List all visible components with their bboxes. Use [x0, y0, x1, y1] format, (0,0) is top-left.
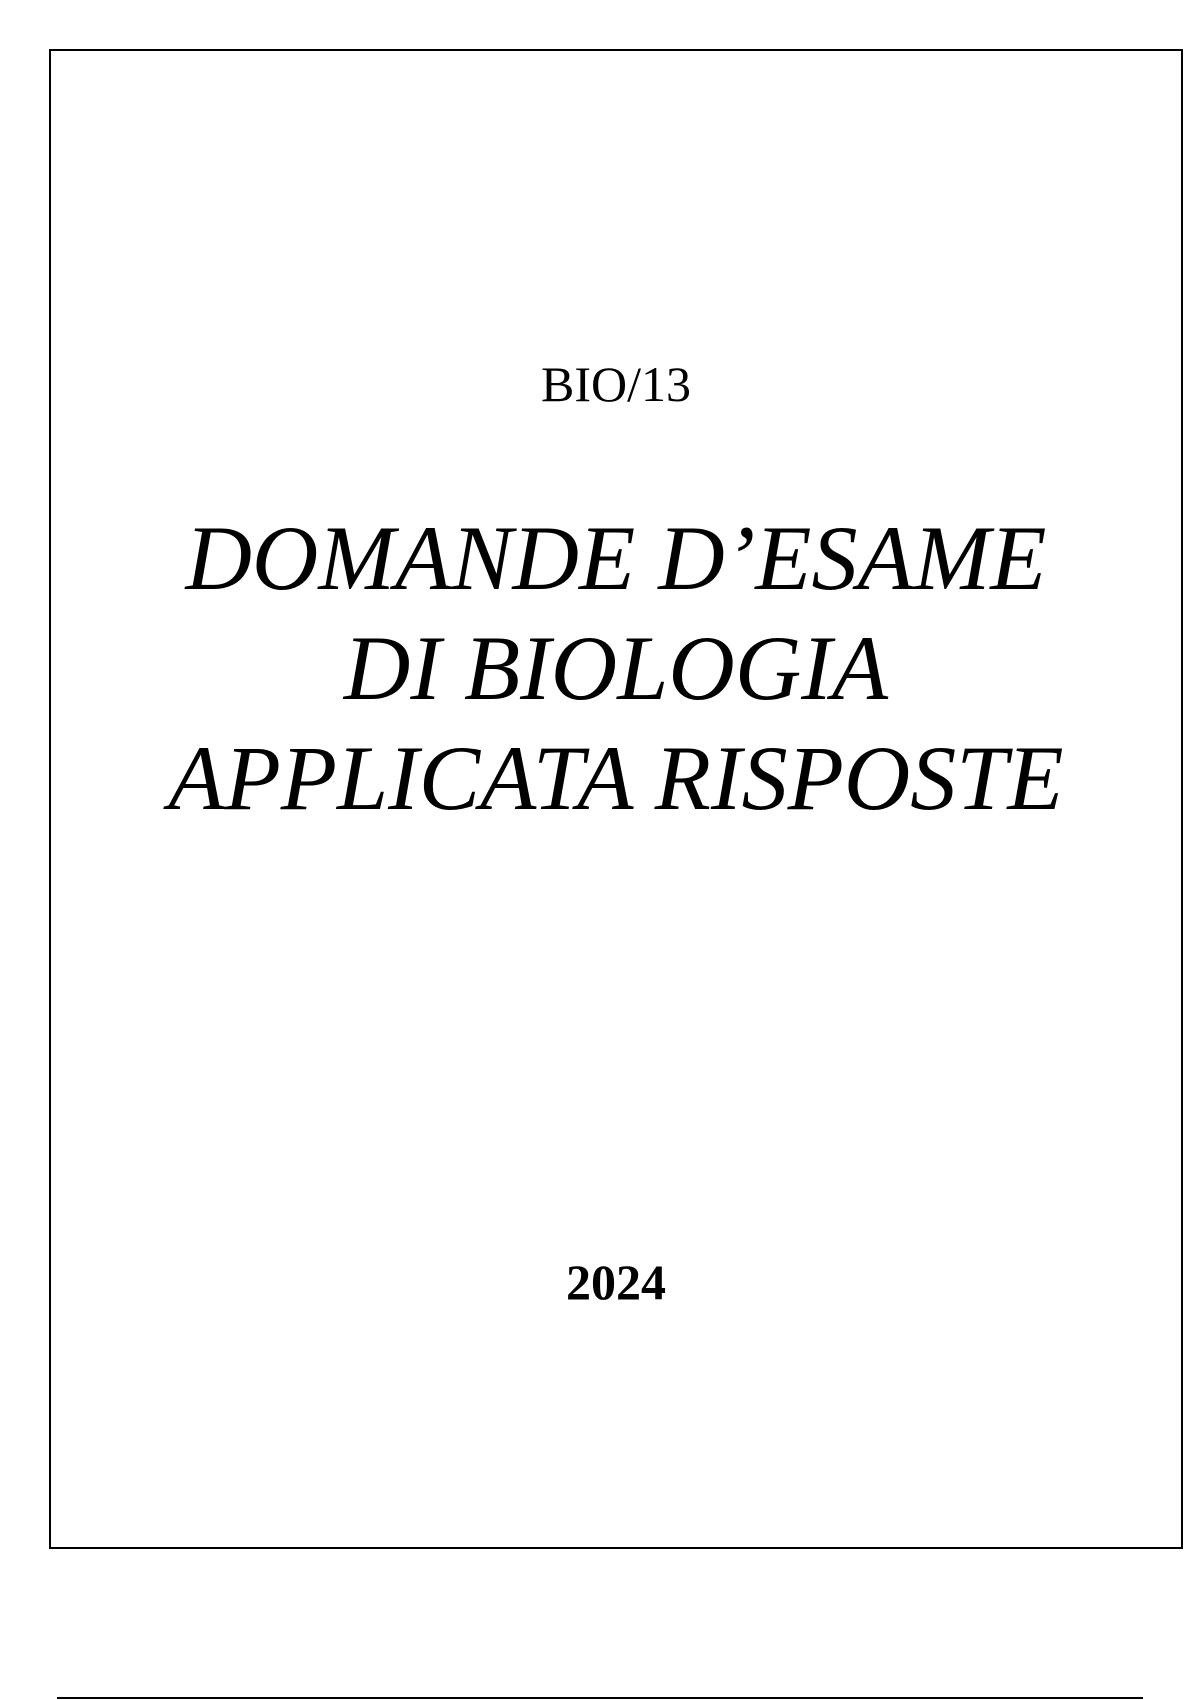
- publication-year: 2024: [566, 1254, 666, 1310]
- title-line-2: DI BIOLOGIA: [343, 617, 889, 719]
- cover-frame: [49, 49, 1183, 1549]
- document-title: [51, 503, 1181, 833]
- title-line-1: DOMANDE D’ESAME: [185, 507, 1047, 609]
- course-code: BIO/13: [541, 356, 691, 412]
- title-line-3: APPLICATA RISPOSTE: [168, 727, 1064, 829]
- bottom-divider: [57, 1697, 1143, 1699]
